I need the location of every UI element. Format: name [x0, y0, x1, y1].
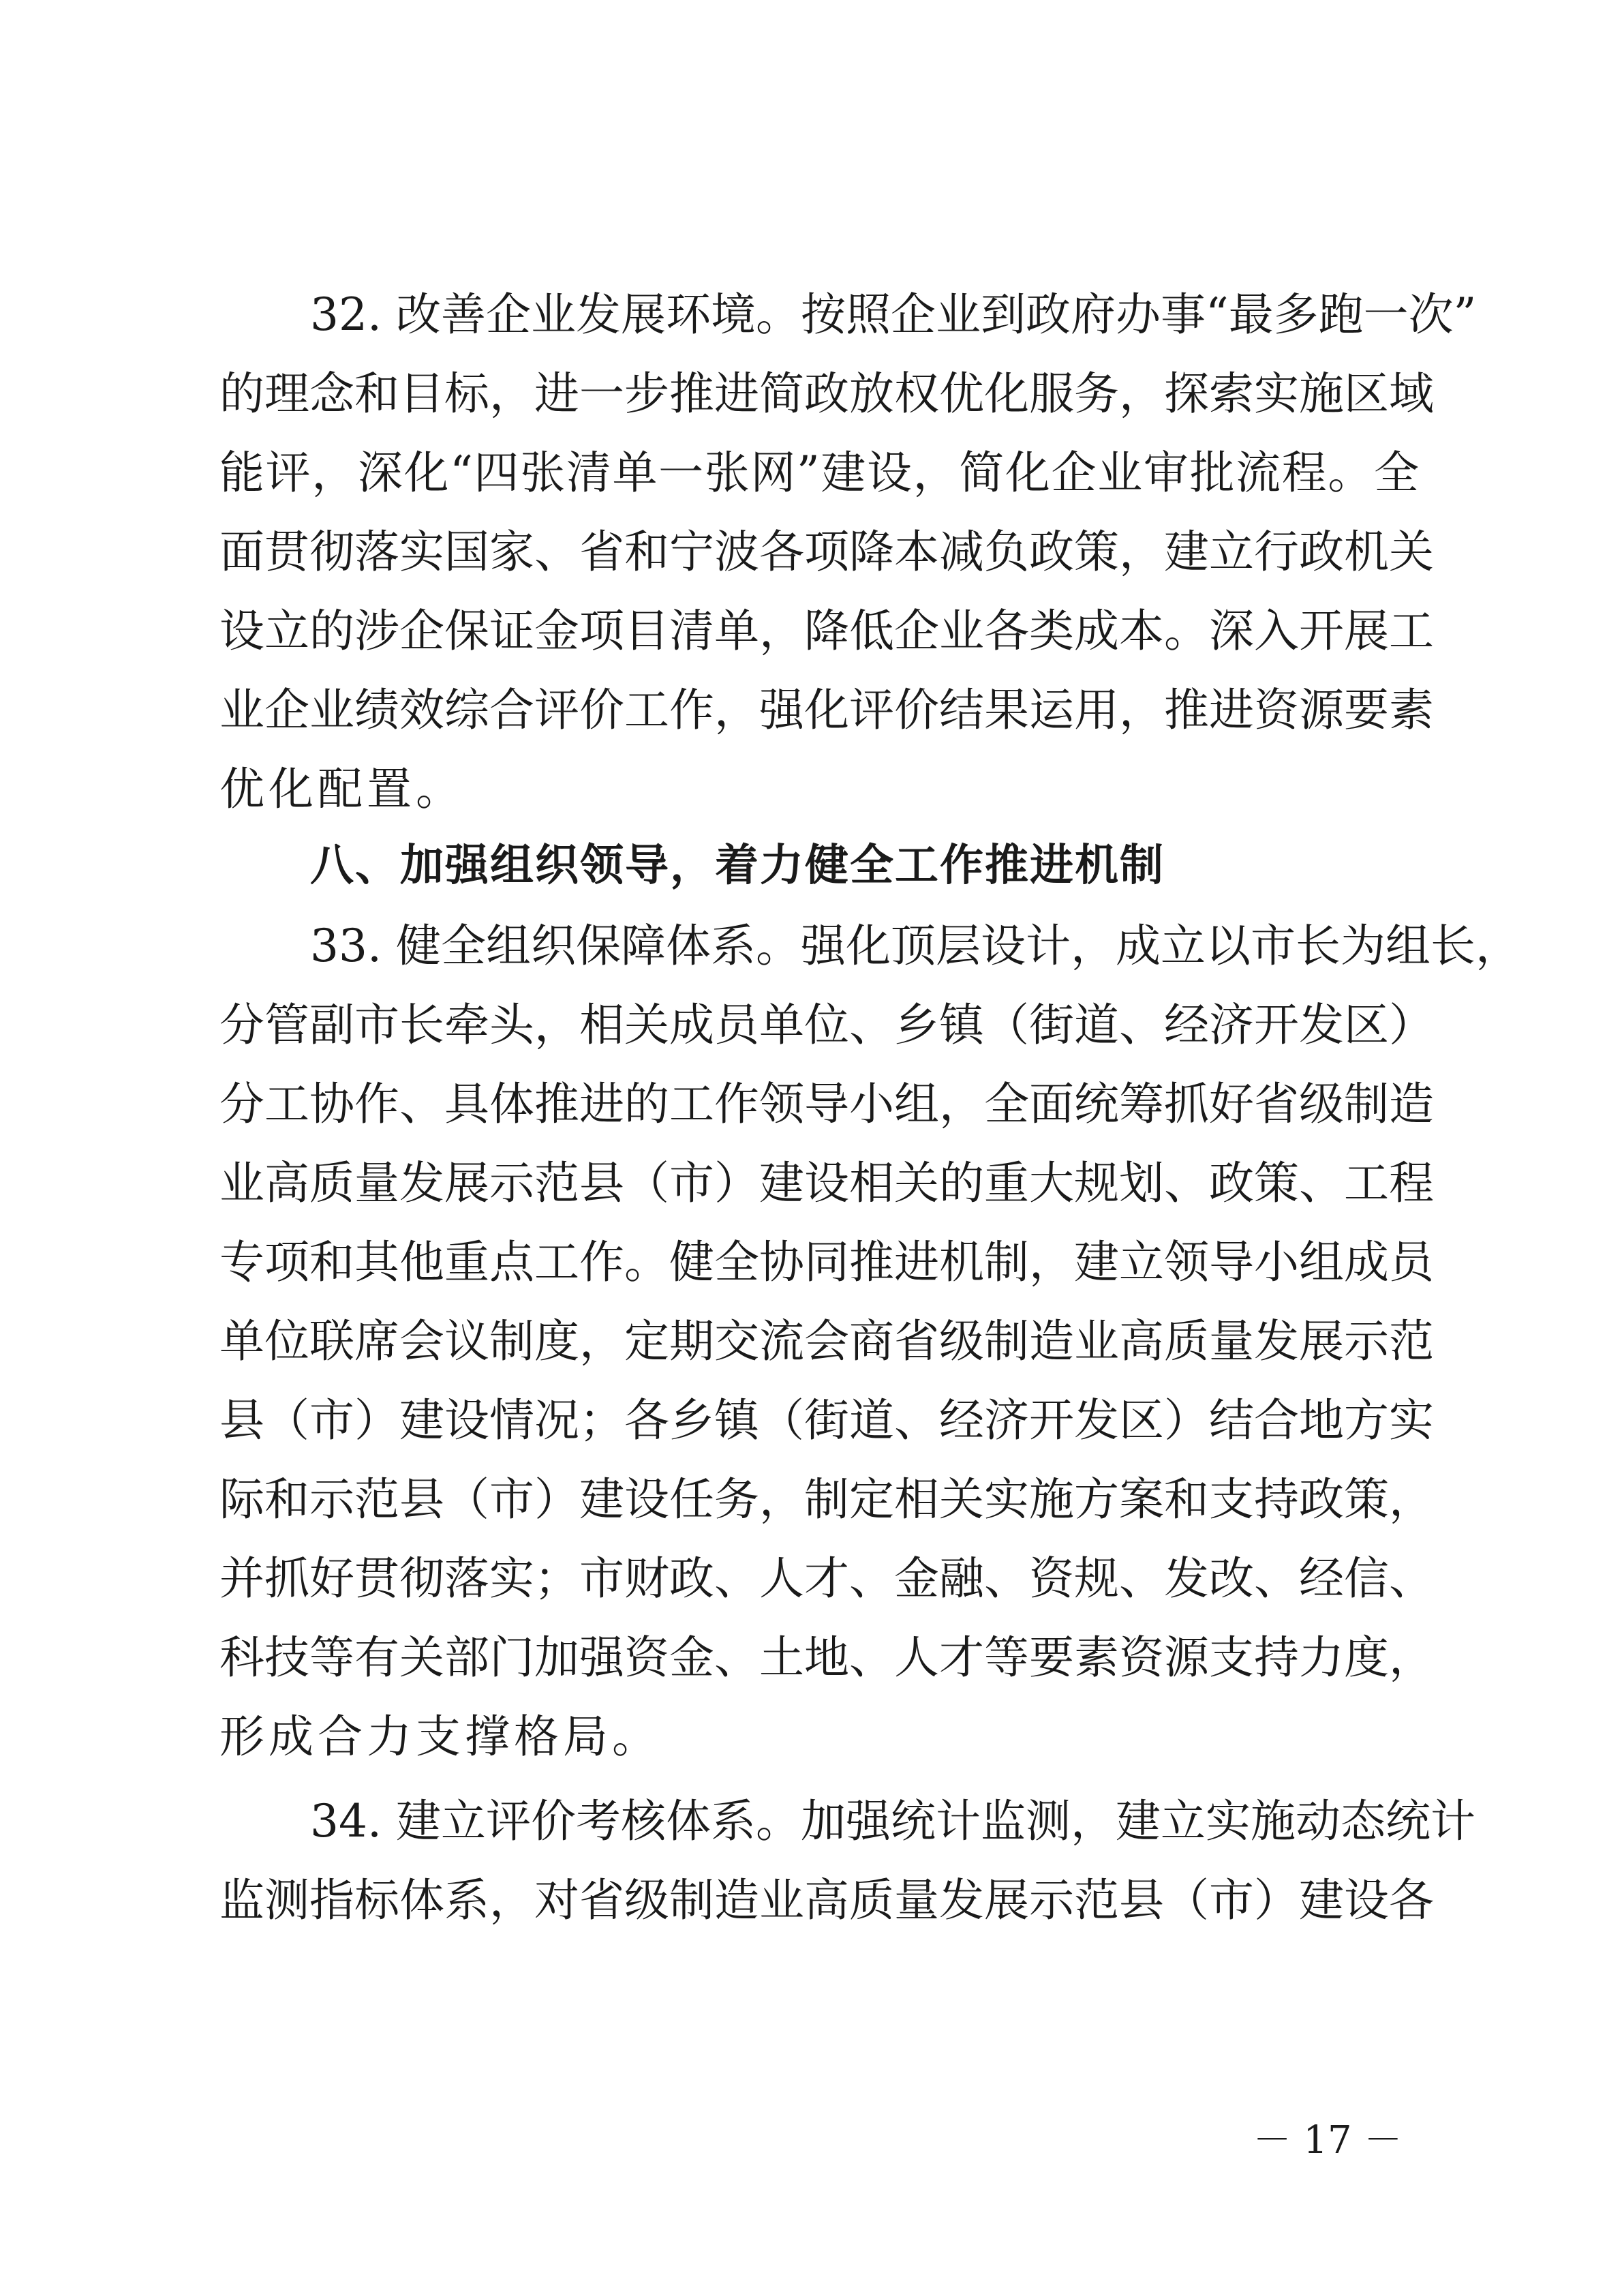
paragraph-32-line-1: 32. 改善企业发展环境。按照企业到政府办事“最多跑一次” — [310, 288, 1477, 341]
paragraph-33-line-9: 并抓好贯彻落实；市财政、人才、金融、资规、发改、经信、 — [219, 1552, 1434, 1605]
paragraph-32-line-3: 能评，深化“四张清单一张网”建设，简化企业审批流程。全 — [219, 447, 1419, 499]
paragraph-33-line-1: 33. 健全组织保障体系。强化顶层设计，成立以市长为组长， — [310, 920, 1520, 972]
paragraph-33-line-4: 业高质量发展示范县（市）建设相关的重大规划、政策、工程 — [219, 1157, 1434, 1209]
paragraph-33-line-10: 科技等有关部门加强资金、土地、人才等要素资源支持力度， — [219, 1631, 1434, 1684]
paragraph-33-line-8: 际和示范县（市）建设任务，制定相关实施方案和支持政策， — [219, 1473, 1434, 1526]
paragraph-33-line-6: 单位联席会议制度，定期交流会商省级制造业高质量发展示范 — [219, 1315, 1434, 1368]
paragraph-32-line-7: 优化配置。 — [219, 763, 465, 815]
paragraph-32-line-5: 设立的涉企保证金项目清单，降低企业各类成本。深入开展工 — [219, 605, 1434, 657]
page-number: － 17 － — [1253, 2118, 1403, 2162]
paragraph-32-line-6: 业企业绩效综合评价工作，强化评价结果运用，推进资源要素 — [219, 684, 1434, 736]
section-heading: 八、加强组织领导，着力健全工作推进机制 — [310, 841, 1165, 891]
paragraph-33-line-5: 专项和其他重点工作。健全协同推进机制，建立领导小组成员 — [219, 1236, 1434, 1288]
paragraph-32-line-4: 面贯彻落实国家、省和宁波各项降本减负政策，建立行政机关 — [219, 526, 1434, 578]
paragraph-33-line-3: 分工协作、具体推进的工作领导小组，全面统筹抓好省级制造 — [219, 1078, 1434, 1130]
paragraph-33-line-2: 分管副市长牵头，相关成员单位、乡镇（街道、经济开发区） — [219, 999, 1434, 1051]
paragraph-32-line-2: 的理念和目标，进一步推进简政放权优化服务，探索实施区域 — [219, 367, 1434, 420]
paragraph-34-line-1: 34. 建立评价考核体系。加强统计监测，建立实施动态统计 — [310, 1795, 1475, 1847]
paragraph-33-line-7: 县（市）建设情况；各乡镇（街道、经济开发区）结合地方实 — [219, 1394, 1434, 1447]
paragraph-34-line-2: 监测指标体系，对省级制造业高质量发展示范县（市）建设各 — [219, 1874, 1434, 1927]
paragraph-33-line-11: 形成合力支撑格局。 — [219, 1710, 661, 1763]
